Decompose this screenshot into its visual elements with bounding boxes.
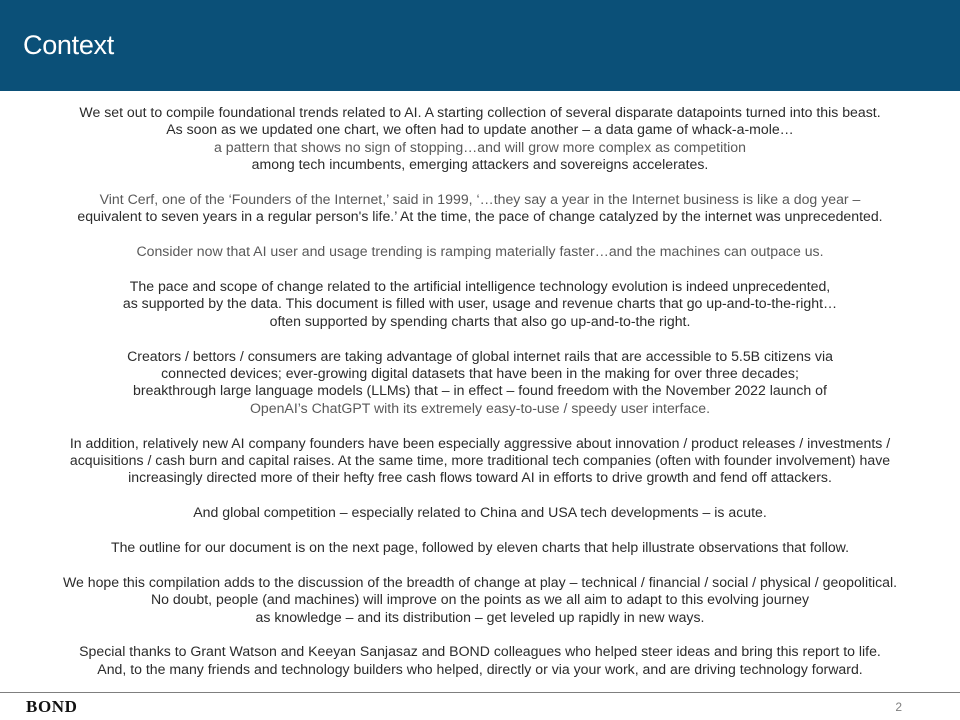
paragraph-line: equivalent to seven years in a regular person's life.’ At the time, the pace of change catalyzed by the internet was unprecedented. [77, 208, 883, 225]
paragraph [20, 243, 940, 260]
page-number: 2 [895, 700, 902, 714]
paragraph [20, 278, 940, 330]
paragraph [20, 574, 940, 626]
paragraph-line: No doubt, people (and machines) will improve on the points as we all aim to adapt to this evolving journey [150, 591, 810, 608]
paragraph [20, 348, 940, 418]
paragraph-line: Vint Cerf, one of the ‘Founders of the Internet,’ said in 1999, ‘…they say a year in the Internet business is like a dog year – [99, 191, 861, 208]
paragraph [20, 539, 940, 556]
paragraph [20, 643, 940, 678]
paragraph-line: As soon as we updated one chart, we often had to update another – a data game of whack-a-mole… [166, 121, 794, 138]
paragraph-line: a pattern that shows no sign of stopping…and will grow more complex as competition [214, 138, 746, 155]
header-bar [0, 0, 960, 91]
paragraph [20, 435, 940, 487]
paragraph-line: as supported by the data. This document is filled with user, usage and revenue charts that go up-and-to-the-right… [122, 295, 838, 312]
paragraph-line: among tech incumbents, emerging attackers and sovereigns accelerates. [251, 156, 709, 173]
paragraph-line: The outline for our document is on the next page, followed by eleven charts that help illustrate observations that follow. [110, 539, 849, 556]
paragraph-line: In addition, relatively new AI company founders have been especially aggressive about innovation / product releases / investments / [69, 434, 891, 451]
bond-logo: BOND [26, 697, 78, 716]
paragraph-line: increasingly directed more of their hefty free cash flows toward AI in efforts to drive growth and fend off attackers. [128, 469, 832, 486]
paragraph-line: Creators / bettors / consumers are taking advantage of global internet rails that are accessible to 5.5B citizens via [127, 347, 833, 364]
paragraph-line: Consider now that AI user and usage trending is ramping materially faster…and the machines can outpace us. [136, 243, 824, 260]
body-text [20, 104, 940, 678]
paragraph-line: breakthrough large language models (LLMs) that – in effect – found freedom with the November 2022 launch of [133, 382, 827, 399]
paragraph-line: OpenAI’s ChatGPT with its extremely easy-to-use / speedy user interface. [249, 399, 711, 416]
paragraph-line: acquisitions / cash burn and capital raises. At the same time, more traditional tech companies (often with founder involvement) have [69, 452, 891, 469]
paragraph [20, 104, 940, 174]
paragraph-line: Special thanks to Grant Watson and Keeyan Sanjasaz and BOND colleagues who helped steer ideas and bring this report to life. [79, 643, 881, 660]
paragraph-line: connected devices; ever-growing digital datasets that have been in the making for over three decades; [161, 365, 799, 382]
page-title: Context [23, 30, 114, 60]
paragraph [20, 504, 940, 521]
paragraph-line: And, to the many friends and technology builders who helped, directly or via your work, and are driving technology forward. [97, 660, 863, 677]
paragraph-line: as knowledge – and its distribution – get leveled up rapidly in new ways. [255, 608, 705, 625]
footer-divider [0, 692, 960, 693]
paragraph-line: We set out to compile foundational trends related to AI. A starting collection of several disparate datapoints turned into this beast. [79, 104, 881, 120]
paragraph-line: We hope this compilation adds to the discussion of the breadth of change at play – technical / financial / social / physical / geopolitical. [62, 573, 898, 590]
paragraph [20, 191, 940, 226]
paragraph-line: And global competition – especially related to China and USA tech developments – is acute. [193, 504, 767, 521]
paragraph-line: The pace and scope of change related to the artificial intelligence technology evolution is indeed unprecedented, [129, 278, 831, 295]
paragraph-line: often supported by spending charts that also go up-and-to-the right. [269, 312, 691, 329]
